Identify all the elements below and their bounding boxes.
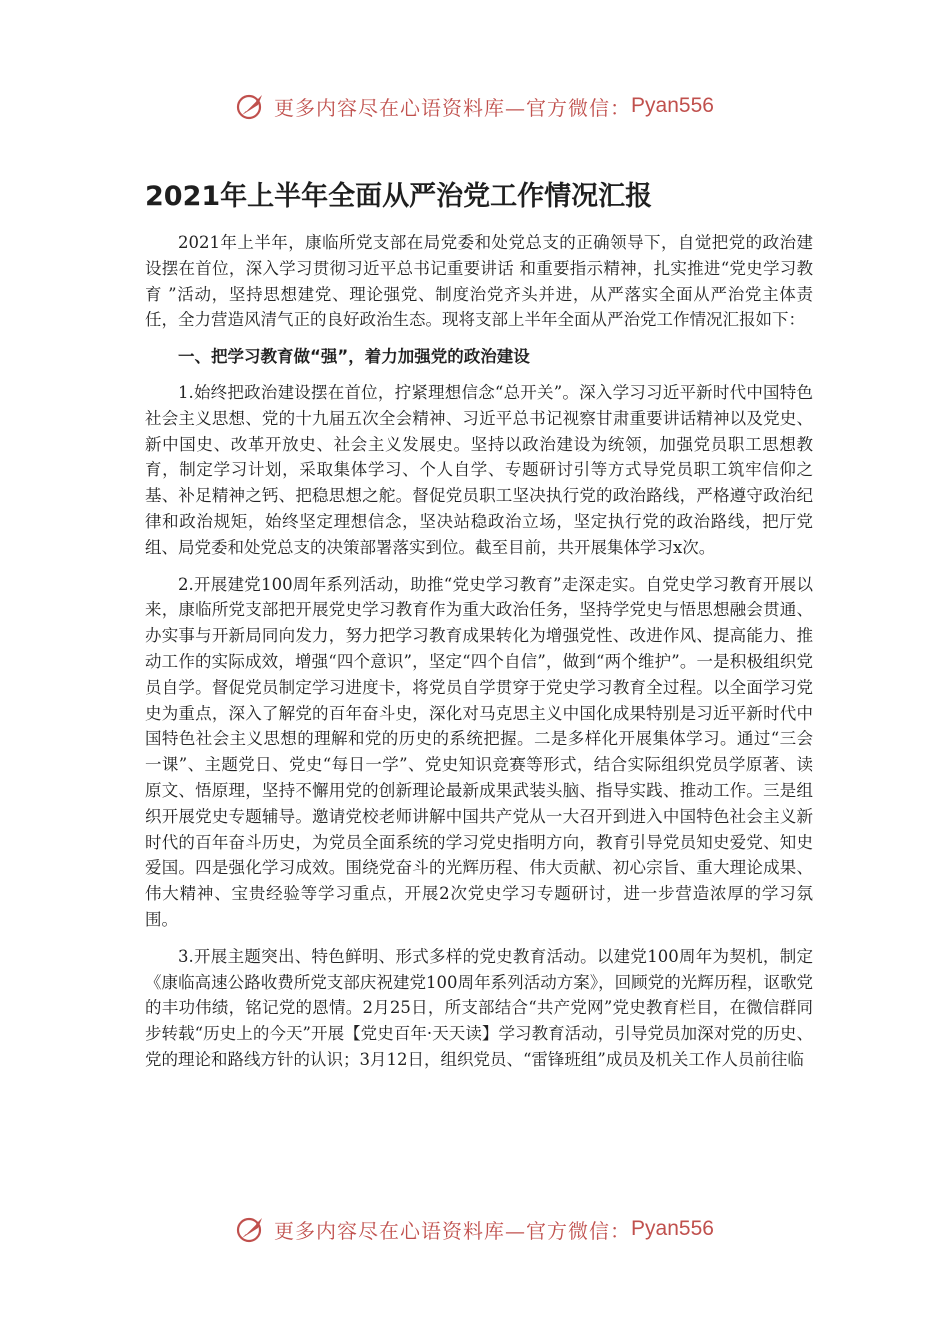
banner-wechat-id: Pyan556	[631, 94, 714, 117]
section-heading: 一、把学习教育做“强”，着力加强党的政治建设	[178, 347, 530, 367]
paragraph-3: 3.开展主题突出、特色鲜明、形式多样的党史教育活动。以建党100周年为契机，制定《康临高速公路收费所党支部庆祝建党100周年系列活动方案》，回顾党的光辉历程，讴歌党的丰功伟绩，铭记党的恩情。2月25日，所支部结合“共产党网”党史教育栏目，在微信群同步转载“历史上的今天”开展【党史百年·天天读】学习教育活动，引导党员加深对党的历史、党的理论和路线方针的认识；3月12日，组织党员、“雷锋班组”成员及机关工作人员前往临	[145, 946, 813, 1069]
footer-banner	[0, 1209, 950, 1249]
header-banner	[0, 86, 950, 126]
paragraph-1: 1.始终把政治建设摆在首位，拧紧理想信念“总开关”。深入学习习近平新时代中国特色社会主义思想、党的十九届五次全会精神、习近平总书记视察甘肃重要讲话精神以及党史、新中国史、改革开放史、社会主义发展史。坚持以政治建设为统领，加强党员职工思想教育，制定学习计划，采取集体学习、个人自学、专题研讨引等方式导党员职工筑牢信仰之基、补足精神之钙、把稳思想之舵。督促党员职工坚决执行党的政治路线，严格遵守政治纪律和政治规矩，始终坚定理想信念，坚决站稳政治立场，坚定执行党的政治路线，把厅党组、局党委和处党总支的决策部署落实到位。截至目前，共开展集体学习x次。	[145, 382, 813, 557]
document-body	[145, 230, 813, 1084]
intro-paragraph: 2021年上半年，康临所党支部在局党委和处党总支的正确领导下，自觉把党的政治建设摆在首位，深入学习贯彻习近平总书记重要讲话 和重要指示精神，扎实推进“党史学习教育 ”活动，坚持思想建党、理论强党、制度治党齐头并进，从严落实全面从严治党主体责任，全力营造风清气正的良好政治生态。现将支部上半年全面从严治党工作情况汇报如下：	[145, 233, 813, 330]
document-title: 2021年上半年全面从严治党工作情况汇报	[145, 181, 653, 212]
quill-pen-logo-icon	[236, 91, 266, 121]
quill-pen-logo-icon	[236, 1214, 266, 1244]
banner-wechat-id: Pyan556	[631, 1217, 714, 1240]
banner-brand-text: 更多内容尽在心语资料库—官方微信：	[274, 95, 632, 120]
banner-brand-text: 更多内容尽在心语资料库—官方微信：	[274, 1218, 632, 1243]
paragraph-2: 2.开展建党100周年系列活动，助推“党史学习教育”走深走实。自党史学习教育开展以来，康临所党支部把开展党史学习教育作为重大政治任务，坚持学党史与悟思想融会贯通、办实事与开新局同向发力，努力把学习教育成果转化为增强党性、改进作风、提高能力、推动工作的实际成效，增强“四个意识”，坚定“四个自信”，做到“两个维护”。一是积极组织党员自学。督促党员制定学习进度卡，将党员自学贯穿于党史学习教育全过程。以全面学习党史为重点，深入了解党的百年奋斗史，深化对马克思主义中国化成果特别是习近平新时代中国特色社会主义思想的理解和党的历史的系统把握。二是多样化开展集体学习。通过“三会一课”、主题党日、党史“每日一学”、党史知识竞赛等形式，结合实际组织党员学原著、读原文、悟原理，坚持不懈用党的创新理论最新成果武装头脑、指导实践、推动工作。三是组织开展党史专题辅导。邀请党校老师讲解中国共产党从一大召开到进入中国特色社会主义新时代的百年奋斗历史，为党员全面系统的学习党史指明方向，教育引导党员知史爱党、知史爱国。四是强化学习成效。围绕党奋斗的光辉历程、伟大贡献、初心宗旨、重大理论成果、伟大精神、宝贵经验等学习重点，开展2次党史学习专题研讨，进一步营造浓厚的学习氛围。	[145, 574, 813, 929]
